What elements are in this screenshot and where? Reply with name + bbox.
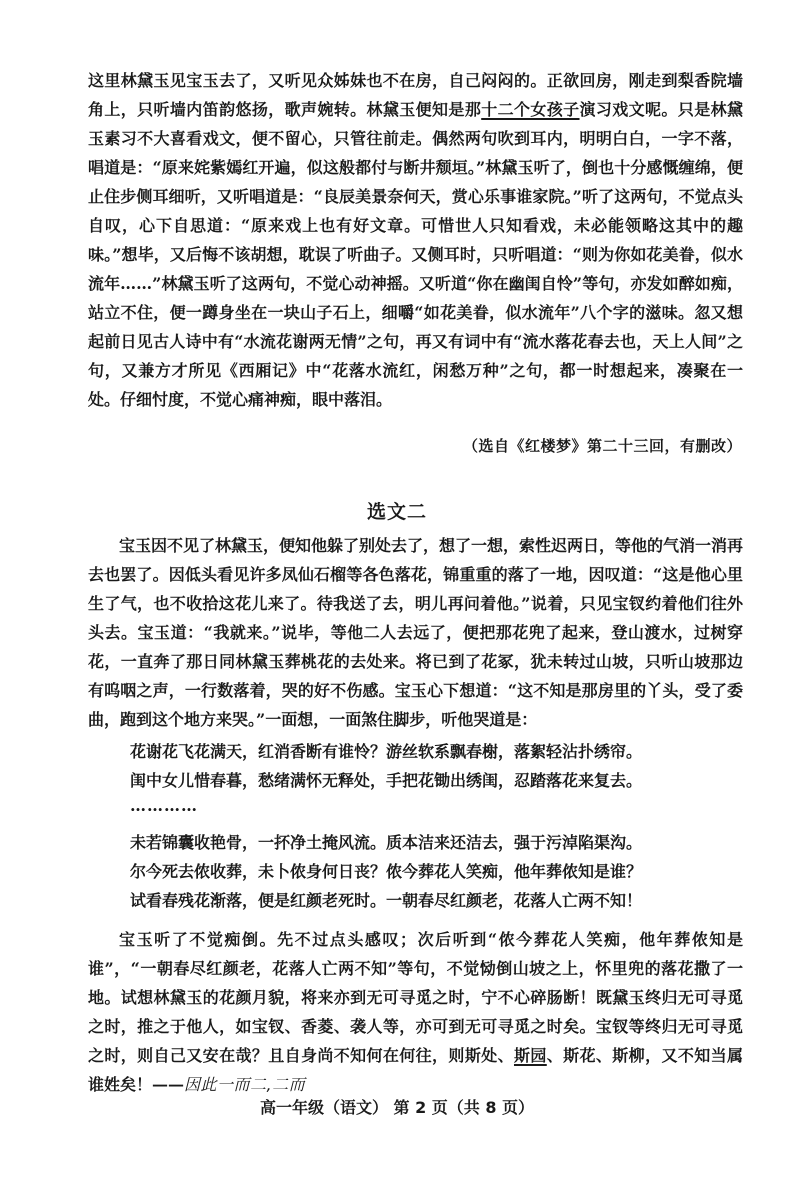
- commentary-paragraph: [88, 925, 743, 1099]
- handwritten-annotation: 因此一而二,二而: [184, 1075, 306, 1094]
- passage-two-paragraph: 宝玉因不见了林黛玉，便知他躲了别处去了，想了一想，索性迟两日，等他的气消一消再去也罢了。因低头看见许多凤仙石榴等各色落花，锦重重的落了一地，因叹道：“这是他心里生了气，也不收拾这花儿来了。待我送了去，明儿再问着他。”说着，只见宝钗约着他们往外头去。宝玉道：“我就来。”说毕，等他二人去远了，便把那花兜了起来，登山渡水，过树穿花，一直奔了那日同林黛玉葬桃花的去处来。将已到了花冢，犹未转过山坡，只听山坡那边有呜咽之声，一行数落着，哭的好不伤感。宝玉心下想道：“这不知是那房里的丫头，受了委曲，跑到这个地方来哭。”一面想，一面煞住脚步，听他哭道是：: [88, 536, 744, 729]
- source-citation: （选自《红楼梦》第二十三回，有删改）: [462, 437, 742, 455]
- poem-ellipsis: …………: [130, 796, 198, 815]
- poem-line: 试看春残花渐落，便是红颜老死时。一朝春尽红颜老，花落人亡两不知！: [130, 891, 643, 910]
- underlined-phrase: 斯园: [513, 1046, 547, 1065]
- poem-stanza-two: [130, 828, 750, 915]
- commentary-text-end: 、斯花、斯柳，又不知当属谁姓矣！——: [88, 1046, 743, 1094]
- poem-line: 尔今死去侬收葬，未卜侬身何日丧？侬今葬花人笑痴，他年葬侬知是谁？: [130, 862, 643, 881]
- poem-line: 未若锦囊收艳骨，一抔净土掩风流。质本洁来还洁去，强于污淖陷渠沟。: [130, 833, 643, 852]
- poem-stanza-one: [130, 737, 750, 795]
- poem-line: 闺中女儿惜春暮，愁绪满怀无释处，手把花锄出绣闺，忍踏落花来复去。: [130, 771, 643, 790]
- passage-one-text-end: 演习戏文呢。只是林黛玉素习不大喜看戏文，便不留心，只管往前走。偶然两句吹到耳内，明明白白，一字不落，唱道是：“原来姹紫嫣红开遍，似这般都付与断井颓垣。”林黛玉听了，倒也十分感慨缠绵，便止住步侧耳细听，又听唱道是：“良辰美景奈何天，赏心乐事谁家院。”听了这两句，不觉点头自叹，心下自思道：“原来戏上也有好文章。可惜世人只知看戏，未必能领略这其中的趣味。”想毕，又后悔不该胡想，耽误了听曲子。又侧耳时，只听唱道：“则为你如花美眷，似水流年……”林黛玉听了这两句，不觉心动神摇。又听道“你在幽闺自怜”等句，亦发如醉如痴，站立不住，便一蹲身坐在一块山子石上，细嚼“如花美眷，似水流年”八个字的滋味。忽又想起前日见古人诗中有“水流花谢两无情”之句，再又有词中有“流水落花春去也，天上人间”之句，又兼方才所见《西厢记》中“花落水流红，闲愁万种”之句，都一时想起来，凑聚在一处。仔细忖度，不觉心痛神痴，眼中落泪。: [88, 100, 743, 409]
- page-footer: 高一年级（语文） 第 2 页（共 8 页）: [259, 1098, 535, 1117]
- passage-one-paragraph: [88, 66, 743, 414]
- passage-one-text-start: 这里林黛玉见宝玉去了，又听见众姊妹也不在房，自己闷闷的。正欲回房，刚走到梨香院墙角上，只听墙内笛韵悠扬，歌声婉转。林黛玉便知是那: [88, 71, 743, 119]
- poem-line: 花谢花飞花满天，红消香断有谁怜？游丝软系飘春榭，落絮轻沾扑绣帘。: [130, 742, 643, 761]
- commentary-text-start: 宝玉听了不觉痴倒。先不过点头感叹；次后听到“侬今葬花人笑痴，他年葬侬知是谁”，“一朝春尽红颜老，花落人亡两不知”等句，不觉恸倒山坡之上，怀里兜的落花撒了一地。试想林黛玉的花颜月貌，将来亦到无可寻觅之时，宁不心碎肠断！既黛玉终归无可寻觅之时，推之于他人，如宝钗、香菱、袭人等，亦可到无可寻觅之时矣。宝钗等终归无可寻觅之时，则自己又安在哉？且自身尚不知何在何往，则斯处、: [88, 930, 743, 1065]
- underlined-phrase: 十二个女孩子: [481, 100, 580, 119]
- section-heading: 选文二: [366, 501, 427, 523]
